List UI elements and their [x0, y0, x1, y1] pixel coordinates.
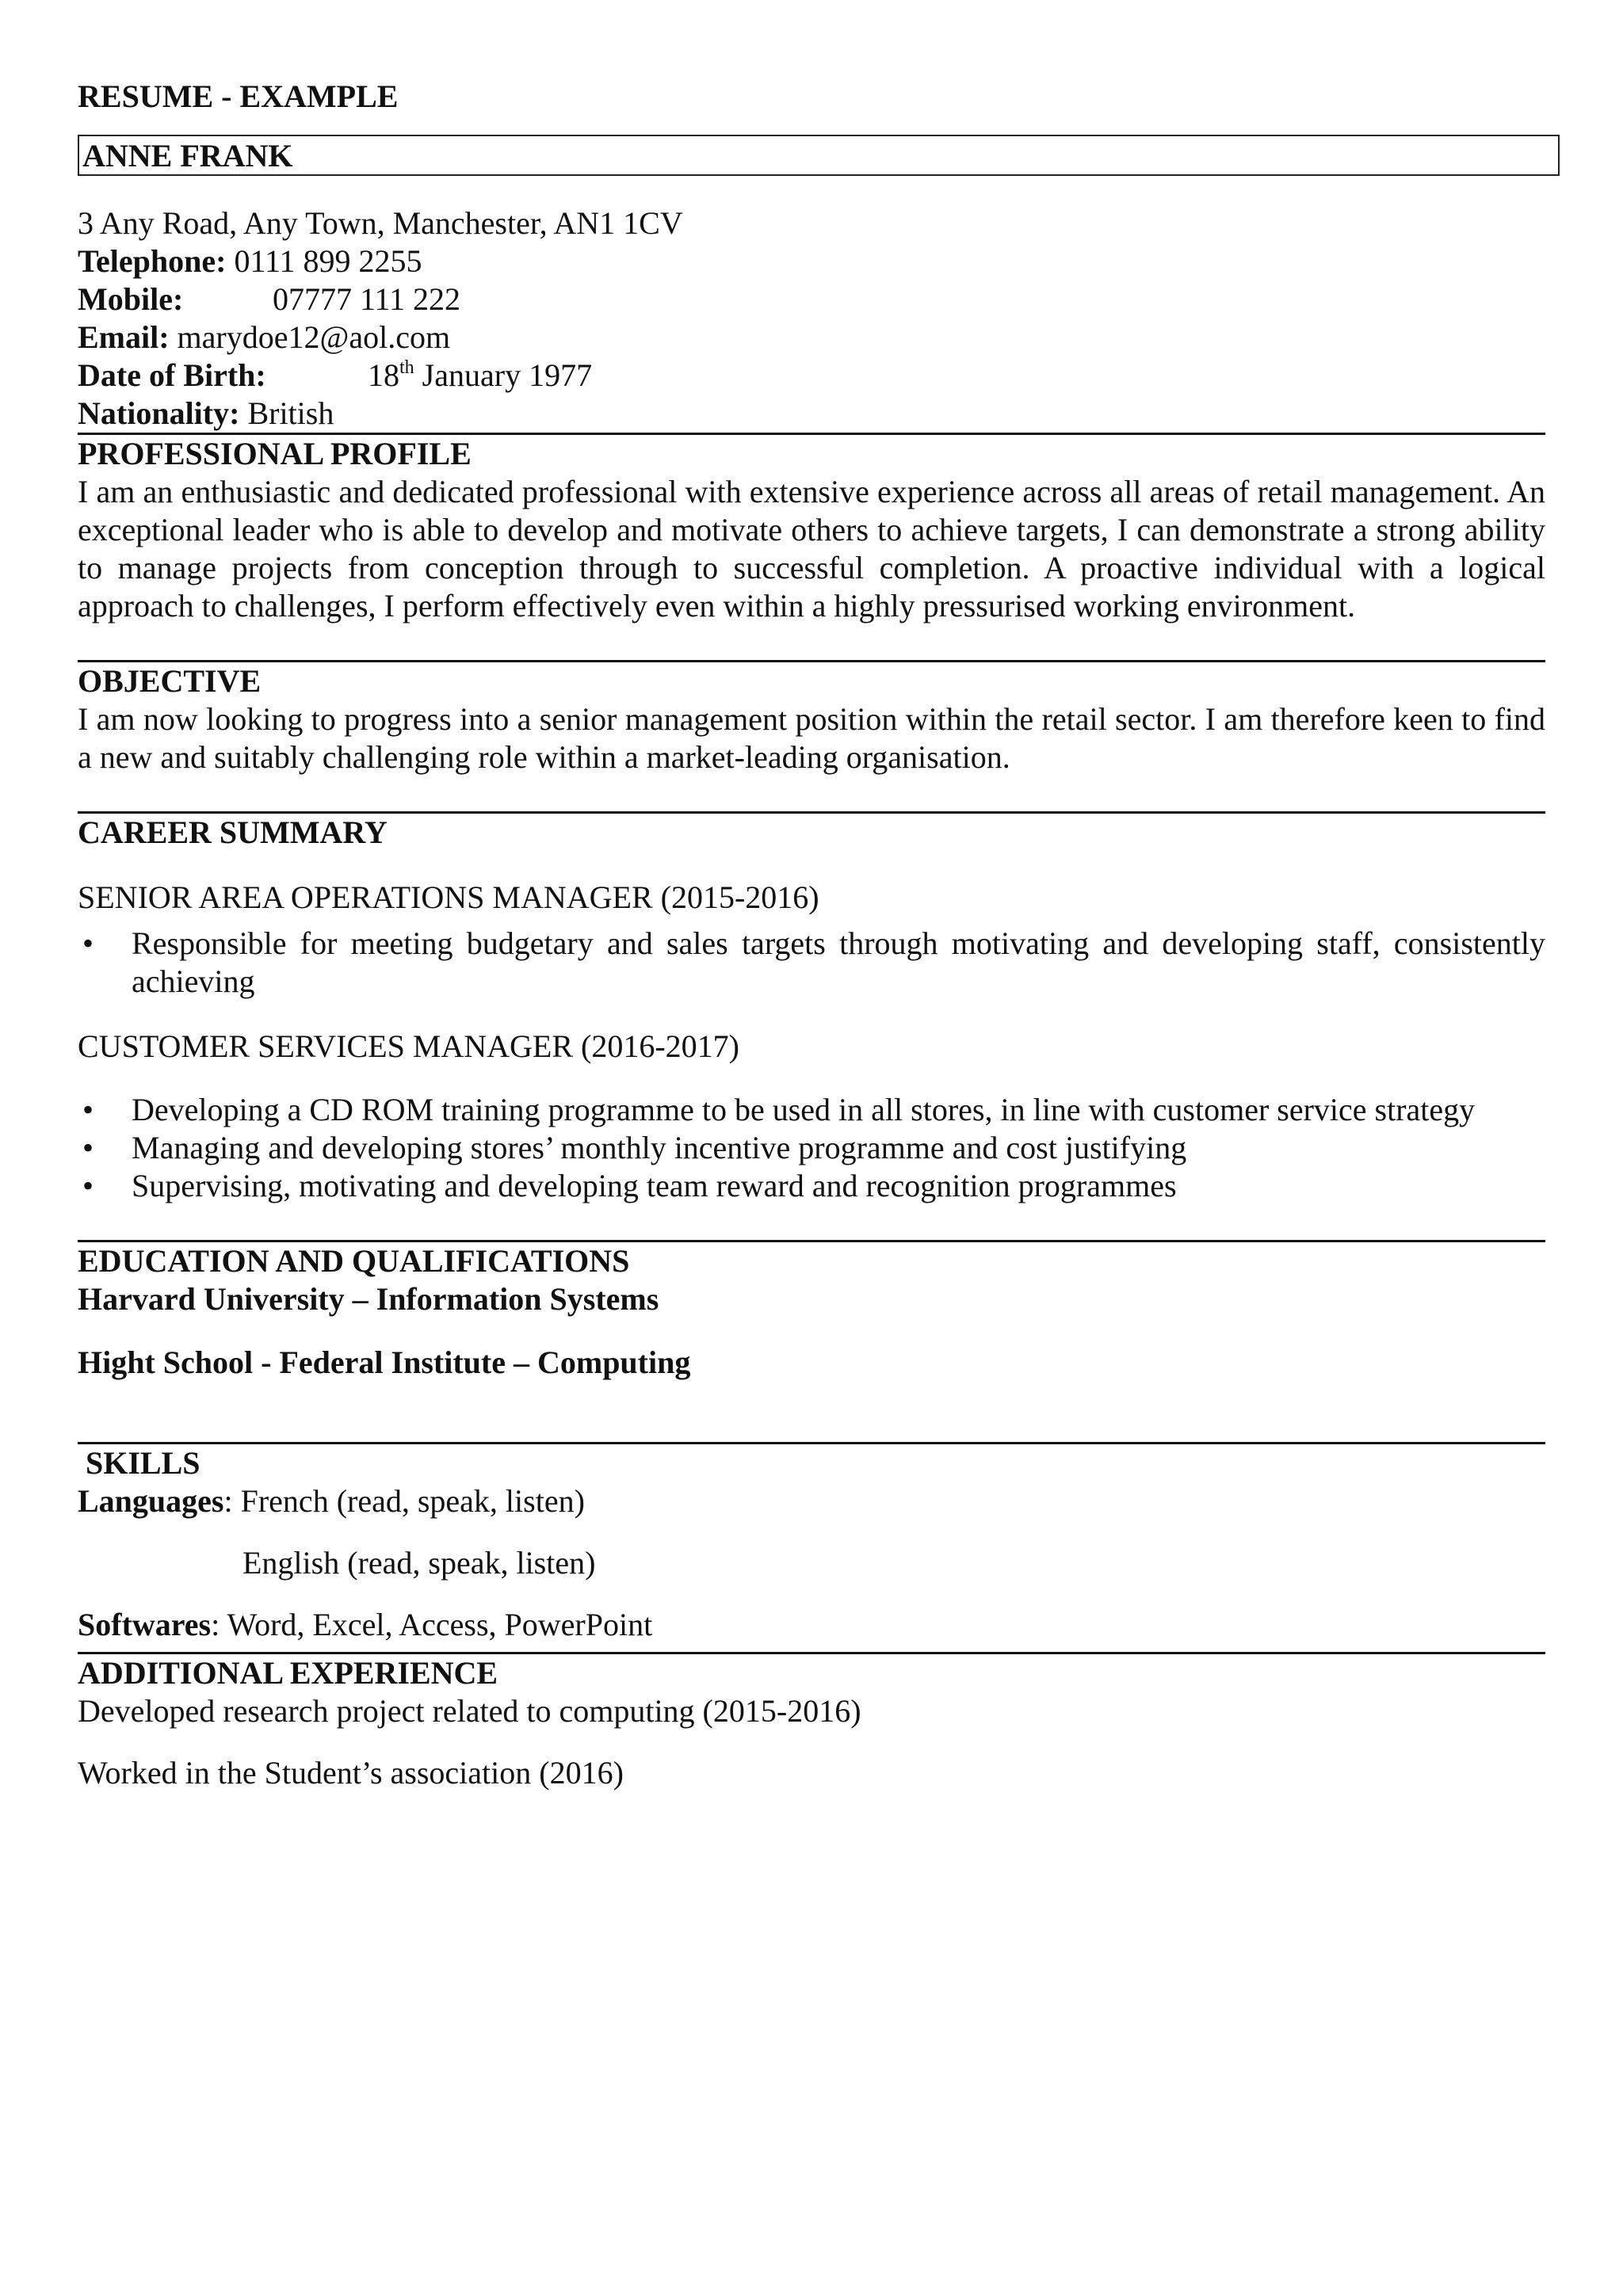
telephone-value: 0111 899 2255	[234, 243, 422, 279]
languages-value: : French (read, speak, listen)	[223, 1483, 585, 1519]
bullet-text: Developing a CD ROM training programme to be used in all stores, in line with customer service strategy	[132, 1092, 1476, 1127]
education-item: Hight School - Federal Institute – Computing	[78, 1344, 691, 1380]
dob-line	[78, 357, 1545, 395]
email-label: Email:	[78, 319, 170, 355]
role-bullets	[78, 1091, 1545, 1205]
profile-text: I am an enthusiastic and dedicated professional with extensive experience across all areas of retail management. An exceptional leader who is able to develop and motivate others to achieve targets, I can demonstrate a strong ability to manage projects from conception through to successful completion. A proactive individual with a logical approach to challenges, I perform effectively even within a highly pressurised working environment.	[78, 474, 1545, 624]
dob-rest: January 1977	[422, 357, 593, 393]
role-title: SENIOR AREA OPERATIONS MANAGER (2015-2016)	[78, 879, 819, 915]
software-label: Softwares	[78, 1607, 212, 1642]
list-item	[78, 925, 1545, 1001]
email-value: marydoe12@aol.com	[177, 319, 451, 355]
software-value: : Word, Excel, Access, PowerPoint	[211, 1607, 653, 1642]
bullet-icon: •	[82, 1092, 94, 1127]
list-item	[78, 1091, 1545, 1129]
skills-heading: SKILLS	[78, 1445, 200, 1481]
dob-label: Date of Birth:	[78, 357, 266, 393]
list-item	[78, 1167, 1545, 1205]
dob-suffix: th	[399, 357, 414, 378]
bullet-icon: •	[82, 1130, 94, 1165]
nationality-value: British	[247, 395, 334, 431]
languages-line-2: English (read, speak, listen)	[242, 1545, 596, 1581]
additional-item: Developed research project related to computing (2015-2016)	[78, 1693, 861, 1729]
mobile-line	[78, 280, 1545, 318]
bullet-icon: •	[82, 1168, 94, 1203]
nationality-label: Nationality:	[78, 395, 240, 431]
languages-line	[78, 1482, 1545, 1520]
education-item: Harvard University – Information Systems	[78, 1281, 659, 1317]
candidate-name: ANNE FRANK	[82, 138, 293, 174]
dob-day: 18	[368, 357, 399, 393]
document-title: RESUME - EXAMPLE	[78, 78, 399, 114]
education-heading: EDUCATION AND QUALIFICATIONS	[78, 1243, 630, 1279]
bullet-text: Responsible for meeting budgetary and sales targets through motivating and developing staff, consistently achieving	[132, 925, 1545, 999]
candidate-name-box	[78, 135, 1560, 176]
additional-heading: ADDITIONAL EXPERIENCE	[78, 1655, 498, 1691]
role-title: CUSTOMER SERVICES MANAGER (2016-2017)	[78, 1028, 739, 1064]
email-line	[78, 318, 1545, 357]
bullet-icon: •	[82, 925, 94, 961]
mobile-value: 07777 111 222	[273, 281, 461, 317]
objective-text: I am now looking to progress into a senior management position within the retail sector. I am therefore keen to find a new and suitably challenging role within a market-leading organisation.	[78, 701, 1545, 775]
bullet-text: Managing and developing stores’ monthly incentive programme and cost justifying	[132, 1130, 1187, 1165]
languages-label: Languages	[78, 1483, 224, 1519]
bullet-text: Supervising, motivating and developing team reward and recognition programmes	[132, 1168, 1177, 1203]
contact-details	[78, 204, 1545, 433]
software-line	[78, 1606, 1545, 1644]
telephone-line	[78, 242, 1545, 280]
mobile-label: Mobile:	[78, 281, 184, 317]
telephone-label: Telephone:	[78, 243, 227, 279]
role-bullets	[78, 925, 1545, 1001]
additional-item: Worked in the Student’s association (2016)	[78, 1755, 624, 1791]
list-item	[78, 1129, 1545, 1167]
profile-heading: PROFESSIONAL PROFILE	[78, 436, 472, 471]
career-heading: CAREER SUMMARY	[78, 814, 388, 850]
objective-heading: OBJECTIVE	[78, 663, 262, 699]
address-line: 3 Any Road, Any Town, Manchester, AN1 1CV	[78, 205, 683, 241]
nationality-line	[78, 395, 1545, 433]
